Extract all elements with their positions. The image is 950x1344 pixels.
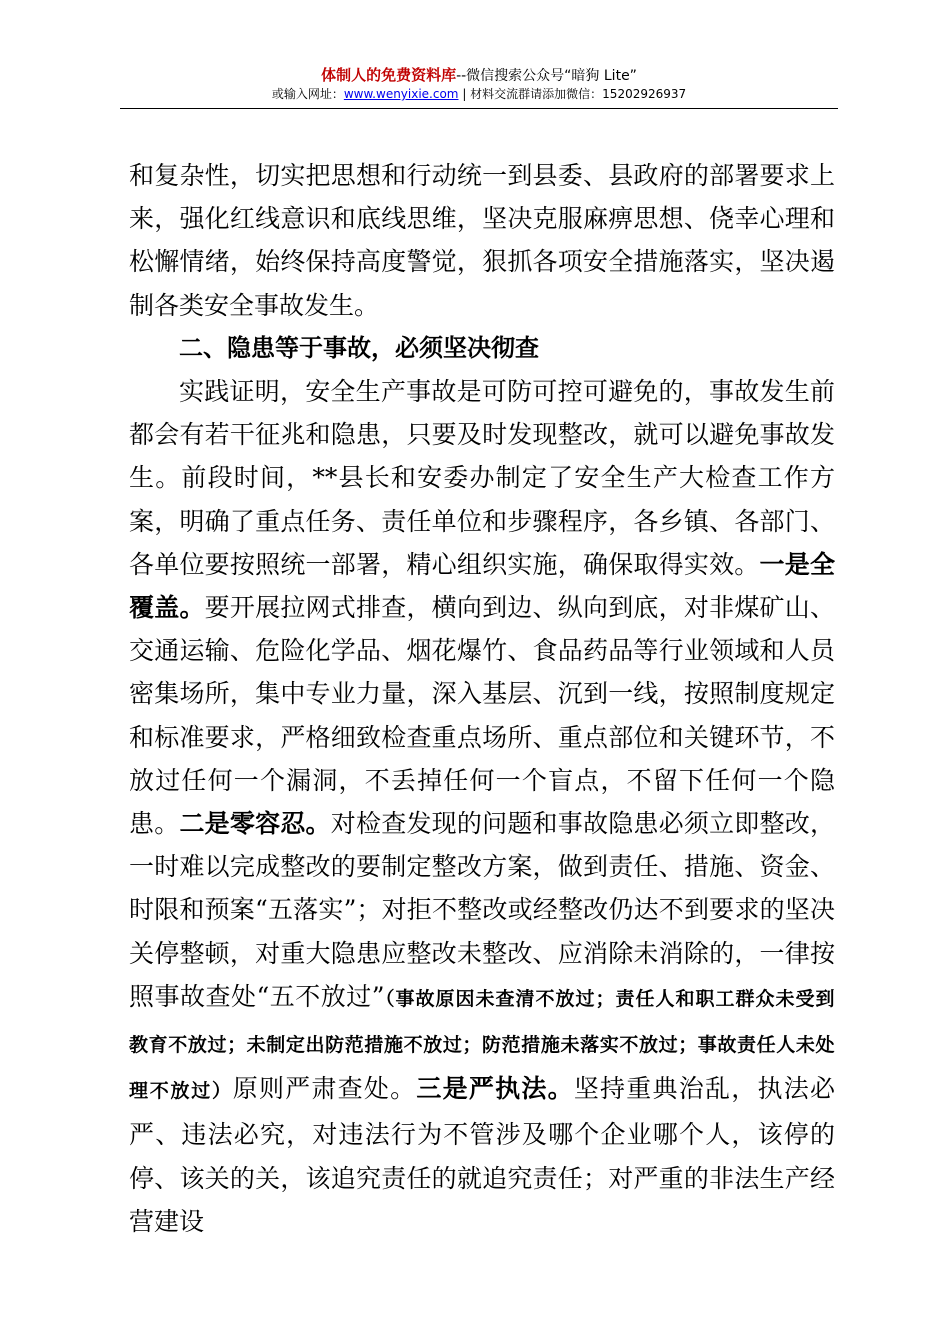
point-1-text: 要开展拉网式排查，横向到边、纵向到底，对非煤矿山、交通运输、危险化学品、烟花爆竹、食品药品等行业领域和人员密集场所，集中专业力量，深入基层、沉到一线，按照制度规定和标准要求，严格细致检查重点场所、重点部位和关键环节，不放过任何一个漏洞，不丢掉任何一个盲点，不留下任何一个隐患。 [129,593,835,839]
paragraph-2 [129,370,835,1243]
header-url-link[interactable]: www.wenyixie.com [343,87,459,101]
page-header [120,66,838,102]
header-line-1 [120,66,838,85]
header-url-label: 或输入网址： [271,87,344,101]
header-tagline: --微信搜索公众号“暗狗 Lite” [456,68,637,84]
point-2-tail: 原则严肃查处。 [232,1074,417,1104]
header-brand: 体制人的免费资料库 [321,66,457,84]
point-3-label: 三是严执法。 [416,1074,574,1104]
document-body [129,154,835,1243]
point-2-label: 二是零容忍。 [179,809,331,839]
point-2-text: 对检查发现的问题和事故隐患必须立即整改，一时难以完成整改的要制定整改方案，做到责任、措施、资金、时限和预案“五落实”；对拒不整改或经整改仍达不到要求的坚决关停整顿，对重大隐患应整改未整改、应消除未消除的，一律按照事故查处“五不放过” [129,809,835,1011]
paragraph-2-intro: 实践证明，安全生产事故是可防可控可避免的，事故发生前都会有若干征兆和隐患，只要及时发现整改，就可以避免事故发生。前段时间，**县长和安委办制定了安全生产大检查工作方案，明确了重点任务、责任单位和步骤程序，各乡镇、各部门、各单位要按照统一部署，精心组织实施，确保取得实效。 [129,377,835,579]
header-line-2 [120,86,838,102]
section-heading-2: 二、隐患等于事故，必须坚决彻查 [179,333,539,362]
header-contact: | 材料交流群请添加微信：15202926937 [458,87,687,101]
point-3-text: 坚持重典治乱，执法必严、违法必究，对违法行为不管涉及哪个企业哪个人，该停的停、该关的关，该追究责任的就追究责任；对严重的非法生产经营建设 [129,1074,835,1236]
header-divider [120,108,838,109]
paragraph-1: 和复杂性，切实把思想和行动统一到县委、县政府的部署要求上来，强化红线意识和底线思维，坚决克服麻痹思想、侥幸心理和松懈情绪，始终保持高度警觉，狠抓各项安全措施落实，坚决遏制各类安全事故发生。 [129,161,835,320]
point-1-label: 一是全覆盖。 [129,549,835,623]
five-not-release-note: （事故原因未查清不放过；责任人和职工群众未受到教育不放过；未制定出防范措施不放过；防范措施未落实不放过；事故责任人未处理不放过） [129,987,835,1103]
